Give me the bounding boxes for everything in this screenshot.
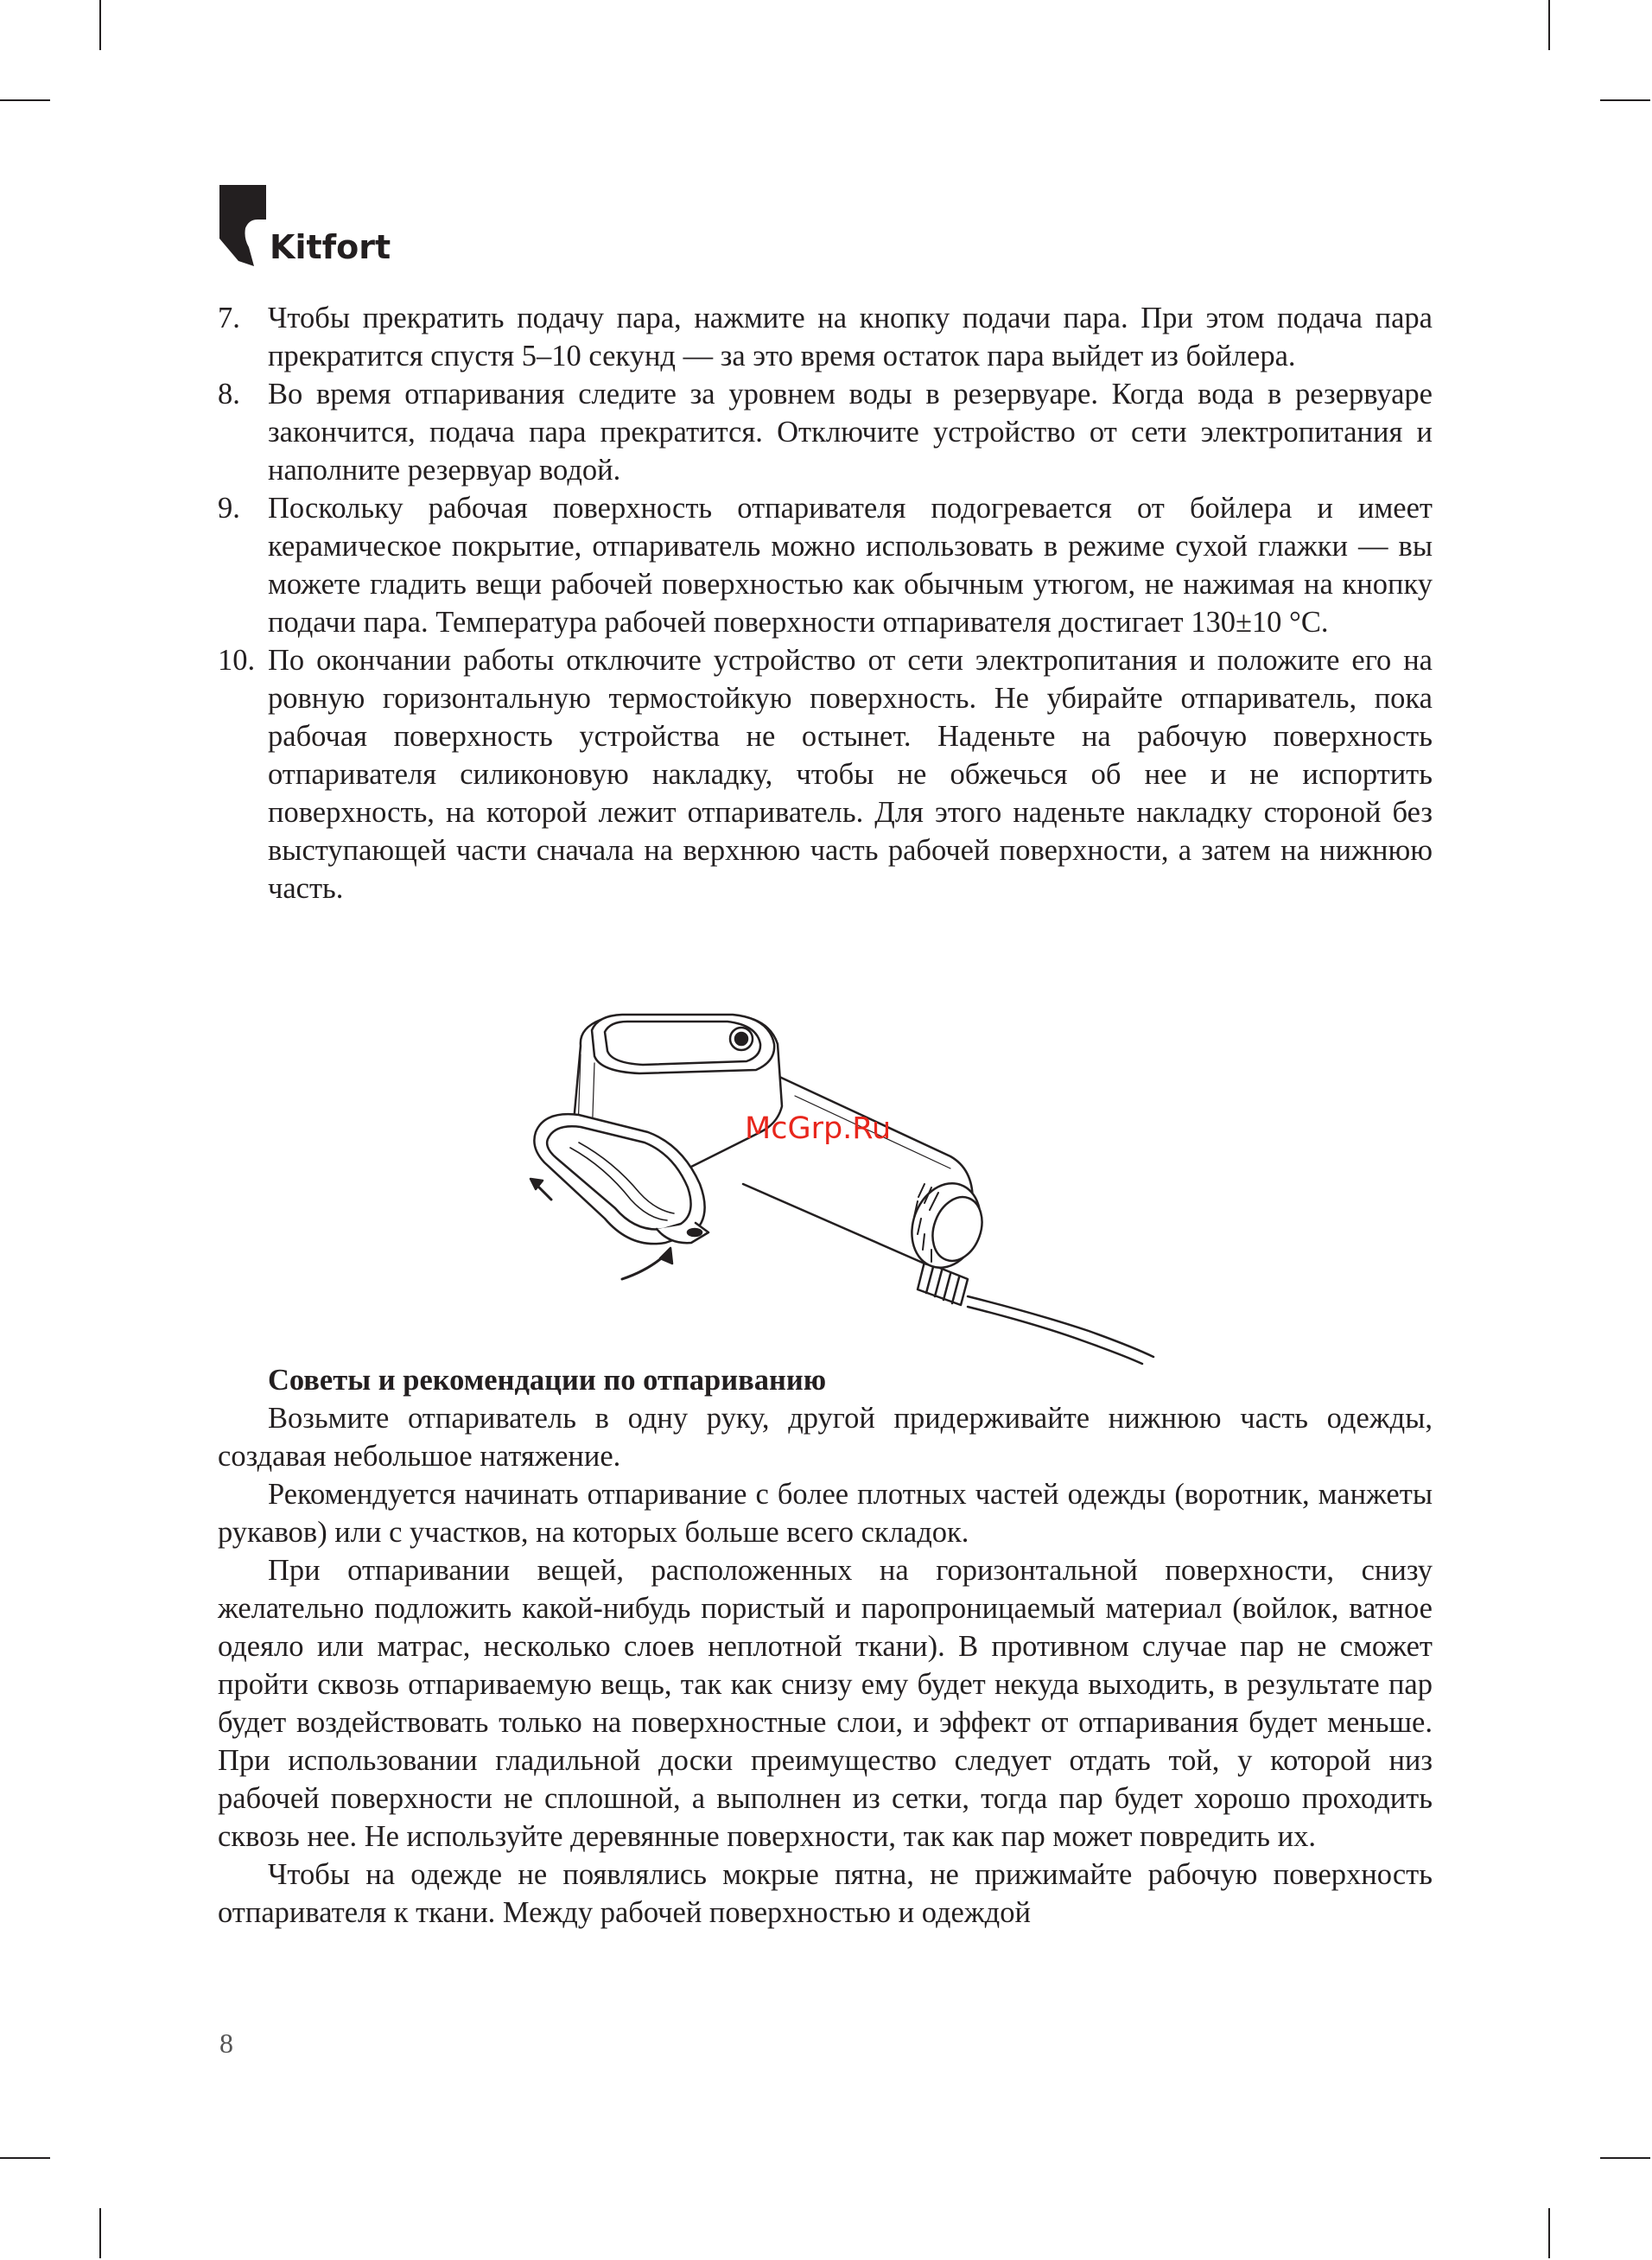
- crop-mark: [1600, 99, 1650, 101]
- tips-section: [218, 1361, 1433, 1932]
- watermark: McGrp.Ru: [745, 1111, 892, 1146]
- crop-mark: [0, 2157, 50, 2159]
- crop-mark: [1600, 2157, 1650, 2159]
- list-item-text: По окончании работы отключите устройство от сети электропитания и положите его на ровную горизонтальную термостойкую поверхность. Не убирайте отпариватель, пока рабочая поверхность устройства не остынет. Наденьте на рабочую поверхность отпаривателя силиконовую накладку, чтобы не обжечься об нее и не испортить поверхность, на которой лежит отпариватель. Для этого наденьте накладку стороной без выступающей части сначала на верхнюю часть рабочей поверхности, а затем на нижнюю часть.: [268, 644, 1433, 905]
- list-item: [218, 489, 1433, 641]
- list-item: [218, 375, 1433, 489]
- crop-mark: [1548, 0, 1550, 50]
- list-item-number: 9.: [218, 492, 240, 525]
- list-item-text: Во время отпаривания следите за уровнем воды в резервуаре. Когда вода в резервуаре закончится, подача пара прекратится. Отключите устройство от сети электропитания и наполните резервуар водой.: [268, 378, 1433, 487]
- steamer-illustration: [518, 1003, 1175, 1366]
- crop-mark: [99, 2208, 101, 2258]
- paragraph: Рекомендуется начинать отпаривание с более плотных частей одежды (воротник, манжеты рукавов) или с участков, на которых больше всего складок.: [218, 1478, 1433, 1549]
- instruction-list: [218, 299, 1433, 907]
- page-number: 8: [219, 2028, 233, 2059]
- paragraph: При отпаривании вещей, расположенных на горизонтальной поверхности, снизу желательно подложить какой-нибудь пористый и паропроницаемый материал (войлок, ватное одеяло или матрас, несколько слоев неплотной ткани). В противном случае пар не сможет пройти сквозь отпариваемую вещь, так как снизу ему будет некуда выходить, в результате пар будет воздействовать только на поверхностные слои, и эффект от отпаривания будет меньше. При использовании гладильной доски преимущество следует отдать той, у которой низ рабочей поверхности не сплошной, а выполнен из сетки, тогда пар будет хорошо проходить сквозь нее. Не используйте деревянные поверхности, так как пар может повредить их.: [218, 1554, 1433, 1853]
- paragraph: Возьмите отпариватель в одну руку, другой придерживайте нижнюю часть одежды, создавая небольшое натяжение.: [218, 1402, 1433, 1473]
- list-item: [218, 299, 1433, 375]
- list-item-text: Чтобы прекратить подачу пара, нажмите на кнопку подачи пара. При этом подача пара прекратится спустя 5–10 секунд — за это время остаток пара выйдет из бойлера.: [268, 302, 1433, 372]
- list-item-number: 8.: [218, 378, 240, 411]
- list-item: [218, 641, 1433, 907]
- crop-mark: [0, 99, 50, 101]
- paragraph: Чтобы на одежде не появлялись мокрые пятна, не прижимайте рабочую поверхность отпаривателя к ткани. Между рабочей поверхностью и одеждой: [218, 1858, 1433, 1929]
- crop-mark: [99, 0, 101, 50]
- crop-mark: [1548, 2208, 1550, 2258]
- list-item-number: 7.: [218, 302, 240, 334]
- section-title: Советы и рекомендации по отпариванию: [268, 1364, 827, 1397]
- kitfort-logo-icon: [218, 183, 270, 266]
- brand-name: Kitfort: [270, 228, 391, 266]
- list-item-number: 10.: [218, 644, 256, 677]
- list-item-text: Поскольку рабочая поверхность отпаривателя подогревается от бойлера и имеет керамическое покрытие, отпариватель можно использовать в режиме сухой глажки — вы можете гладить вещи рабочей поверхностью как обычным утюгом, не нажимая на кнопку подачи пара. Температура рабочей поверхности отпаривателя достигает 130±10 °С.: [268, 492, 1433, 639]
